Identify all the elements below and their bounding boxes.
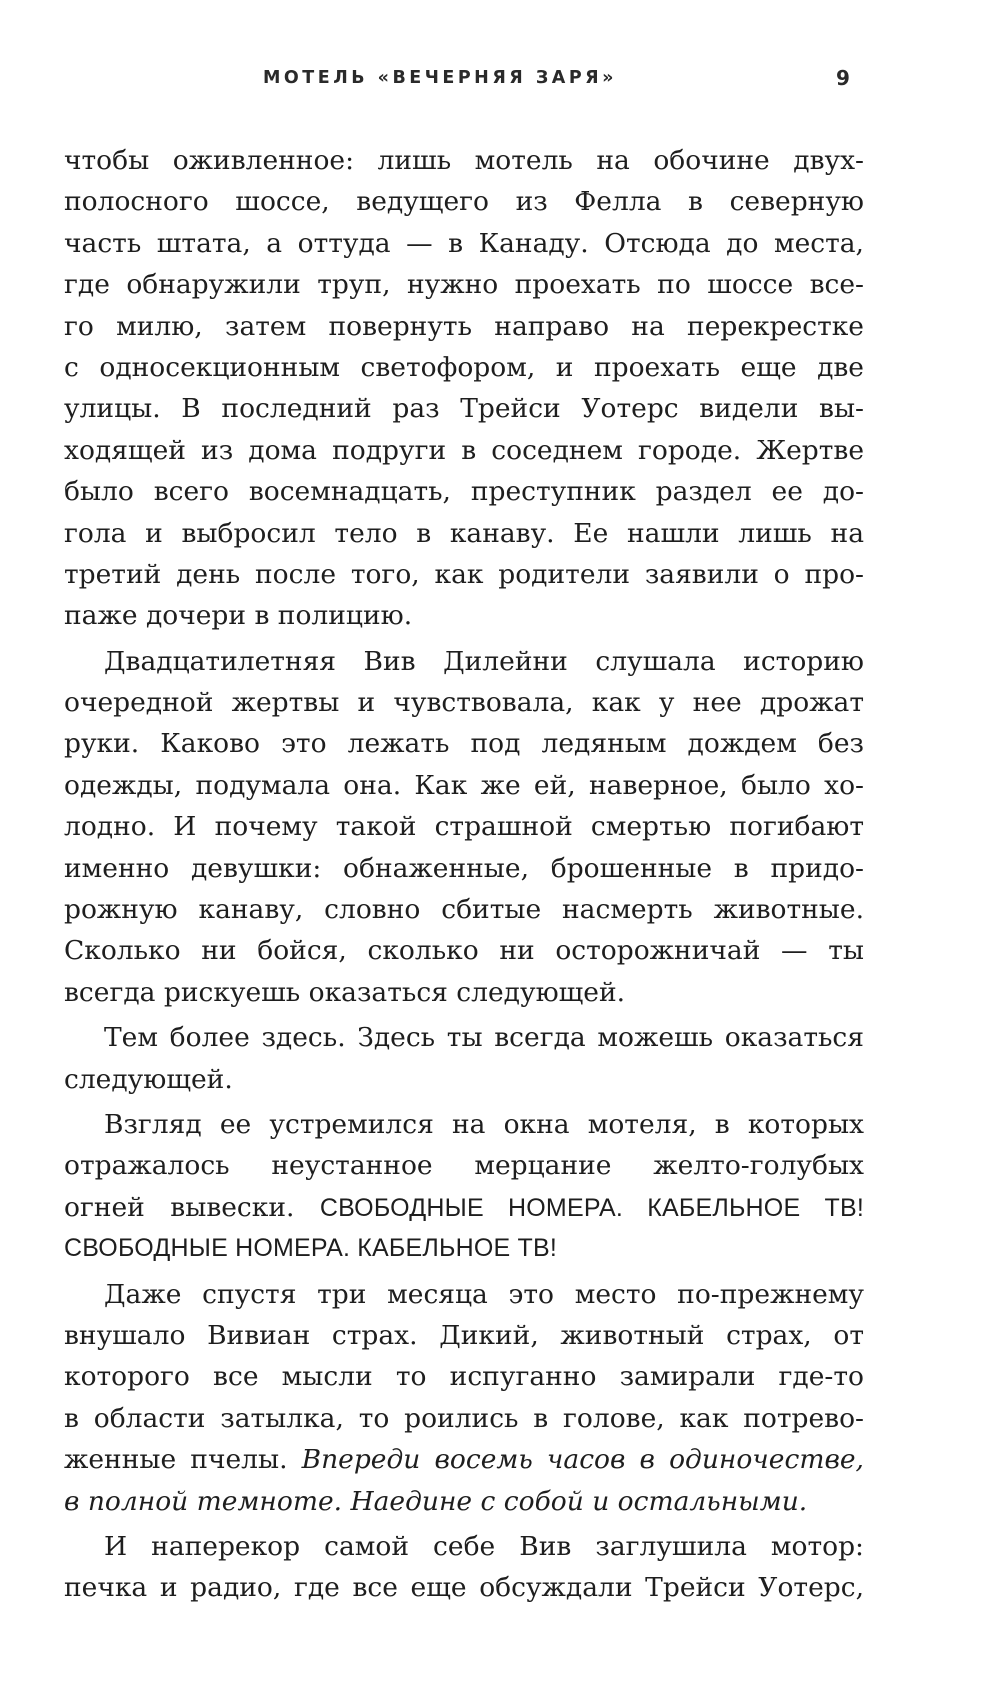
text-line: лодно. И почему такой страшной смертью погибают <box>64 811 864 843</box>
text-line: Двадцатилетняя Вив Дилейни слушала историю <box>104 645 864 677</box>
sign-caps-text: СВОБОДНЫЕ НОМЕРА. КАБЕЛЬНОЕ ТВ! <box>319 1193 864 1222</box>
text-line: которого все мысли то испуганно замирали где-то <box>64 1361 864 1393</box>
text-line: Даже спустя три месяца это место по-прежнему <box>104 1278 864 1310</box>
text-line: го милю, затем повернуть направо на перекрестке <box>64 310 864 342</box>
text-line: всегда рискуешь оказаться следующей. <box>64 976 626 1008</box>
running-title: МОТЕЛЬ «ВЕЧЕРНЯЯ ЗАРЯ» <box>263 68 617 88</box>
text-line: с односекционным светофором, и проехать еще две <box>64 351 864 383</box>
text-line: Взгляд ее устремился на окна мотеля, в которых <box>104 1108 864 1140</box>
italic-thought: Впереди восемь часов в одиночестве, <box>301 1444 864 1476</box>
text-line: следующей. <box>64 1063 233 1095</box>
text-line: Сколько ни бойся, сколько ни осторожничай — ты <box>64 935 864 967</box>
text-line: улицы. В последний раз Трейси Уотерс видели вы- <box>64 393 864 425</box>
text-line: ходящей из дома подруги в соседнем городе. Жертве <box>64 434 864 466</box>
body-text <box>64 140 864 1609</box>
sign-caps-text: СВОБОДНЫЕ НОМЕРА. КАБЕЛЬНОЕ ТВ! <box>64 1234 558 1263</box>
text-line: рожную канаву, словно сбитые насмерть животные. <box>64 894 864 926</box>
text-line: именно девушки: обнаженные, брошенные в придо- <box>64 852 864 884</box>
text-line: И наперекор самой себе Вив заглушила мотор: <box>104 1530 864 1562</box>
text-line: паже дочери в полицию. <box>64 600 413 632</box>
text-line: было всего восемнадцать, преступник раздел ее до- <box>64 476 864 508</box>
paragraph <box>64 1274 864 1522</box>
text-line: печка и радио, где все еще обсуждали Трейси Уотерс, <box>64 1572 864 1604</box>
text-line: третий день после того, как родители заявили о про- <box>64 558 864 590</box>
text-line: в области затылка, то роились в голове, как потрево- <box>64 1402 864 1434</box>
italic-thought: в полной темноте. Наедине с собой и остальными. <box>64 1485 808 1517</box>
paragraph <box>64 1526 864 1609</box>
text-line: внушало Вивиан страх. Дикий, животный страх, от <box>64 1319 864 1351</box>
text-line: руки. Каково это лежать под ледяным дождем без <box>64 728 864 760</box>
paragraph <box>64 641 864 1014</box>
text-line: где обнаружили труп, нужно проехать по шоссе все- <box>64 269 864 301</box>
page-number: 9 <box>836 66 850 90</box>
paragraph <box>64 1104 864 1270</box>
text-line: очередной жертвы и чувствовала, как у нее дрожат <box>64 687 864 719</box>
paragraph <box>64 1017 864 1100</box>
text-line: часть штата, а оттуда — в Канаду. Отсюда до места, <box>64 227 864 259</box>
text-line <box>64 1187 864 1228</box>
text-line: одежды, подумала она. Как же ей, наверное, было хо- <box>64 769 864 801</box>
text-line: чтобы оживленное: лишь мотель на обочине двух- <box>64 145 864 176</box>
running-head <box>0 62 1000 102</box>
text-line: отражалось неустанное мерцание желто-голубых <box>64 1150 864 1182</box>
text-line: Тем более здесь. Здесь ты всегда можешь оказаться <box>104 1022 864 1054</box>
text-line: гола и выбросил тело в канаву. Ее нашли лишь на <box>64 517 864 549</box>
text-fragment: огней вывески. <box>64 1191 320 1223</box>
paragraph <box>64 140 864 637</box>
text-line: полосного шоссе, ведущего из Фелла в северную <box>64 186 864 218</box>
text-fragment: женные пчелы. <box>64 1444 302 1476</box>
text-line <box>64 1439 864 1480</box>
